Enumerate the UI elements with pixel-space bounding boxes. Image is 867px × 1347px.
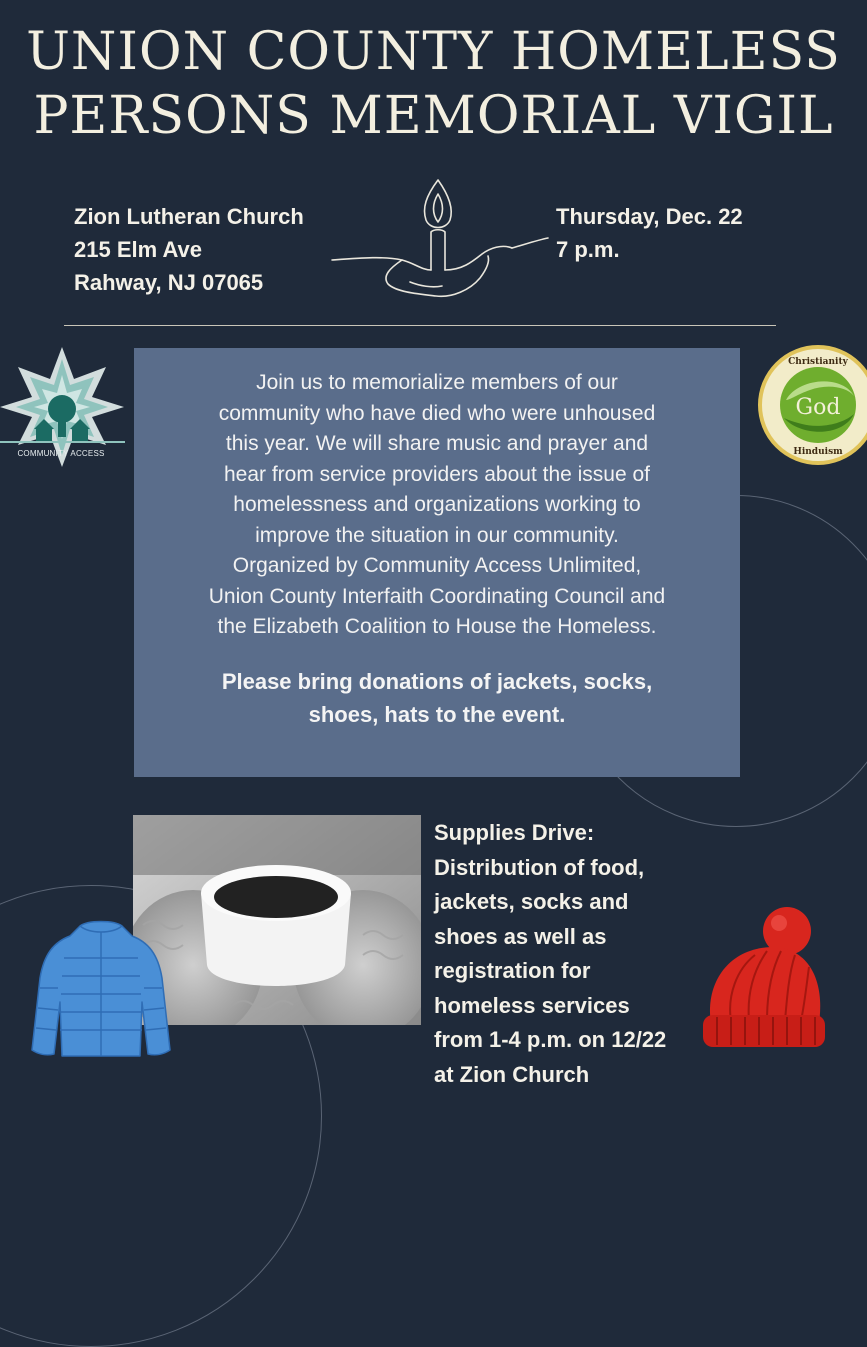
- candle-hand-icon: [330, 178, 550, 312]
- event-date: Thursday, Dec. 22: [556, 204, 743, 229]
- event-datetime: [556, 200, 743, 266]
- seal-center-text: God: [795, 395, 841, 420]
- donation-request: Please bring donations of jackets, socks, shoes, hats to the event.: [221, 668, 653, 727]
- event-time: 7 p.m.: [556, 237, 620, 262]
- coffee-mittens-photo: [133, 815, 421, 1025]
- event-description: Join us to memorialize members of our community who have died who were unhoused this year. We will share music and prayer and hear from service providers about the issue of homelessness and organizations working to improve the situation in our community. Organized by Community Access Unlimited, Union County Interfaith Coordinating Council and the Elizabeth Coalition to House the Homeless.: [208, 371, 666, 638]
- blue-jacket-icon: [28, 918, 173, 1063]
- event-description-box: [134, 348, 740, 777]
- supplies-drive-info: Supplies Drive: Distribution of food, jackets, socks and shoes as well as registration for homeless services from 1-4 p.m. on 12/22 at Zion Church: [434, 820, 667, 1087]
- community-access-logo-text: COMMUNITY ACCESS: [17, 449, 105, 458]
- svg-text:Hinduism: Hinduism: [793, 447, 843, 457]
- venue-address: [74, 200, 304, 299]
- venue-name: Zion Lutheran Church: [74, 204, 304, 229]
- page-title: [0, 20, 867, 148]
- venue-city: Rahway, NJ 07065: [74, 270, 264, 295]
- venue-street: 215 Elm Ave: [74, 237, 203, 262]
- title-line-1: UNION COUNTY HOMELESS: [26, 22, 841, 82]
- interfaith-god-seal: [750, 340, 867, 470]
- svg-text:Christianity: Christianity: [788, 357, 848, 367]
- red-beanie-icon: [697, 905, 827, 1053]
- title-line-2: PERSONS MEMORIAL VIGIL: [33, 86, 834, 146]
- divider: [64, 325, 776, 326]
